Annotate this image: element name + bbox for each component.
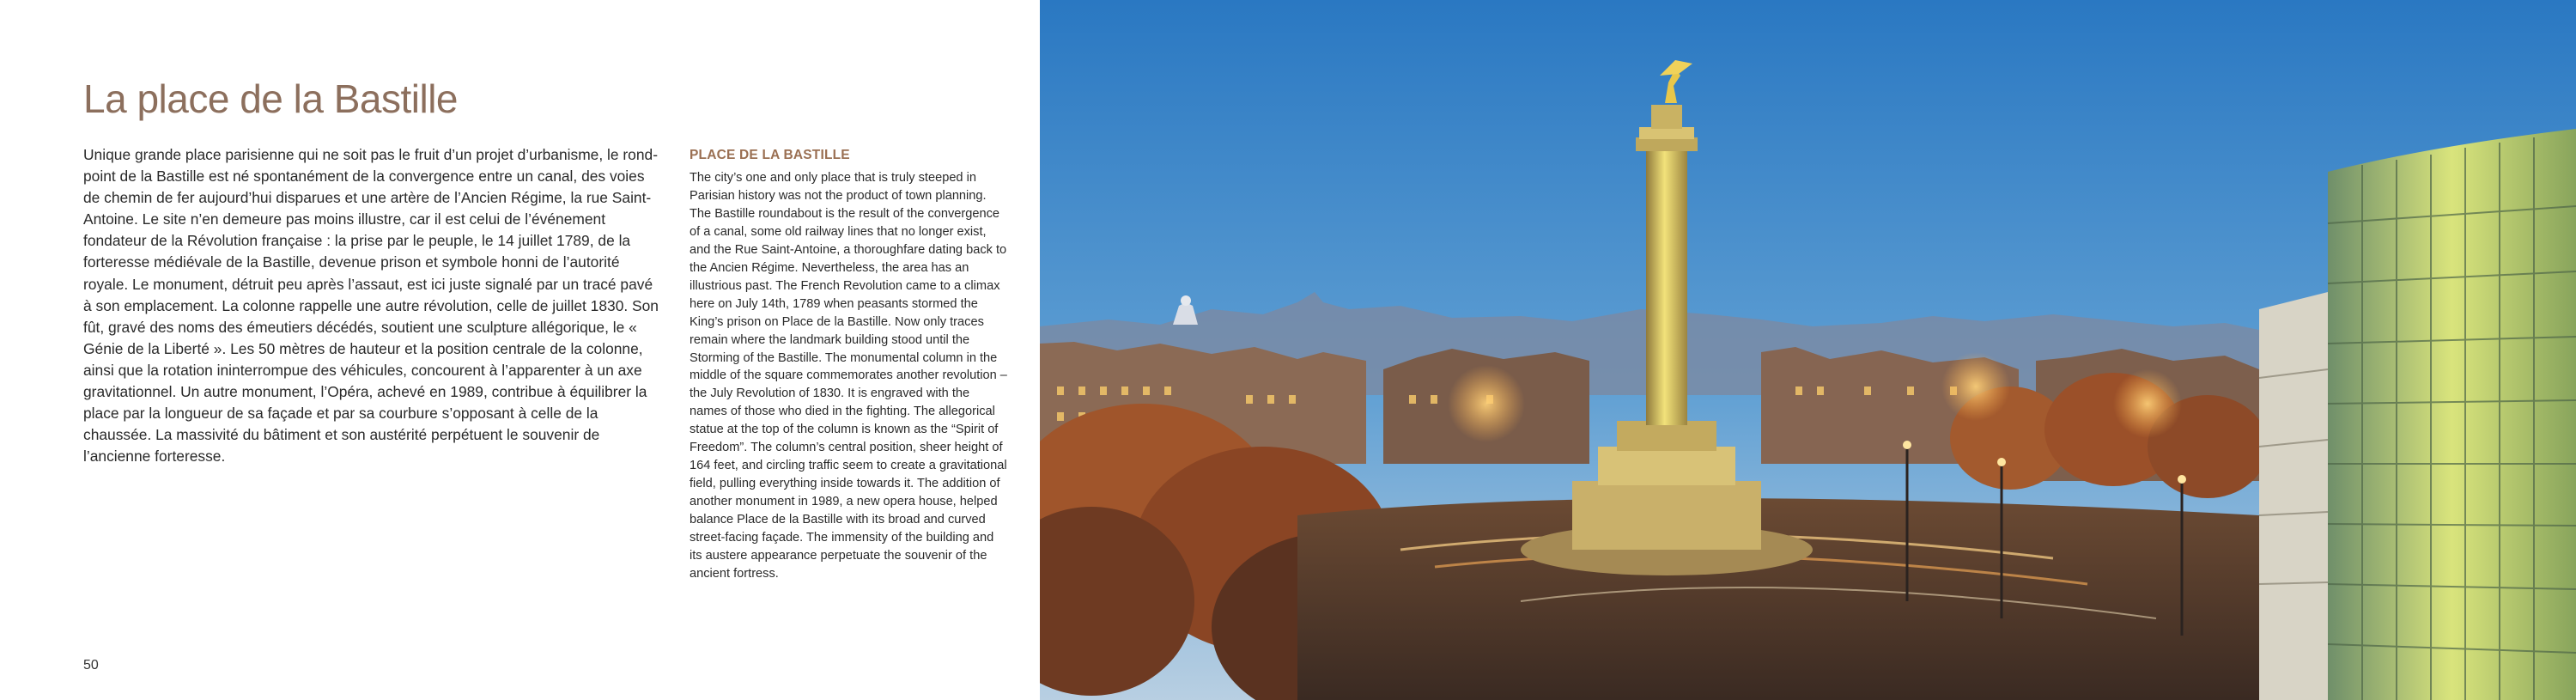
english-heading: PLACE DE LA BASTILLE [690, 148, 850, 162]
french-body-text: Unique grande place parisienne qui ne soit pas le fruit d’un projet d’urbanisme, le rond-point de la Bastille est né spontanément de la convergence entre un canal, des voies de chemin de fer aujourd’hui disparues et une artère de l’Ancien Régime, la rue Saint-Antoine. Le site n’en demeure pas moins illustre, car il est celui de l’événement fondateur de la Révolution française : la prise par le peuple, le 14 juillet 1789, de la forteresse médiévale de la Bastille, devenue prison et symbole honni de l’autorité royale. Le monument, détruit peu après l’assaut, est ici juste signalé par un tracé pavé à son emplacement. La colonne rappelle une autre révolution, celle de juillet 1830. Son fût, gravé des noms des émeutiers décédés, soutient une sculpture allégorique, le « Génie de la Liberté ». Les 50 mètres de hauteur et la position centrale de la colonne, ainsi que la rotation ininterrompue des véhicules, concourent à l’apparenter à un axe gravitationnel. Un autre monument, l’Opéra, achevé en 1989, contribue à équilibrer la place par la longueur de sa façade et par sa courbure s’opposant à celle de la chaussée. La massivité du bâtiment et son austérité perpétuent le souvenir de l’ancienne forteresse. [83, 146, 659, 466]
page-number: 50 [83, 658, 99, 673]
left-page [0, 0, 1040, 700]
bastille-photo [1040, 0, 2576, 700]
english-body-text: The city’s one and only place that is truly steeped in Parisian history was not the product of town planning. The Bastille roundabout is the result of the convergence of a canal, some old railway lines that no longer exist, and the Rue Saint-Antoine, a thoroughfare dating back to the Ancien Régime. Nevertheless, the area has an illustrious past. The French Revolution came to a climax here on July 14th, 1789 when peasants stormed the King’s prison on Place de la Bastille. Now only traces remain where the landmark building stood until the Storming of the Bastille. The monumental column in the middle of the square commemorates another revolution –the July Revolution of 1830. It is engraved with the names of those who died in the fighting. The allegorical statue at the top of the column is known as the “Spirit of Freedom”. The column’s central position, sheer height of 164 feet, and circling traffic seem to create a gravitational field, pulling everything inside towards it. The addition of another monument in 1989, a new opera house, helped balance Place de la Bastille with its broad and curved street-facing façade. The immensity of the building and its austere appearance perpetuate the souvenir of the ancient fortress. [690, 171, 1007, 581]
bastille-photo-illustration [1040, 0, 2576, 700]
page-title: La place de la Bastille [83, 76, 459, 121]
